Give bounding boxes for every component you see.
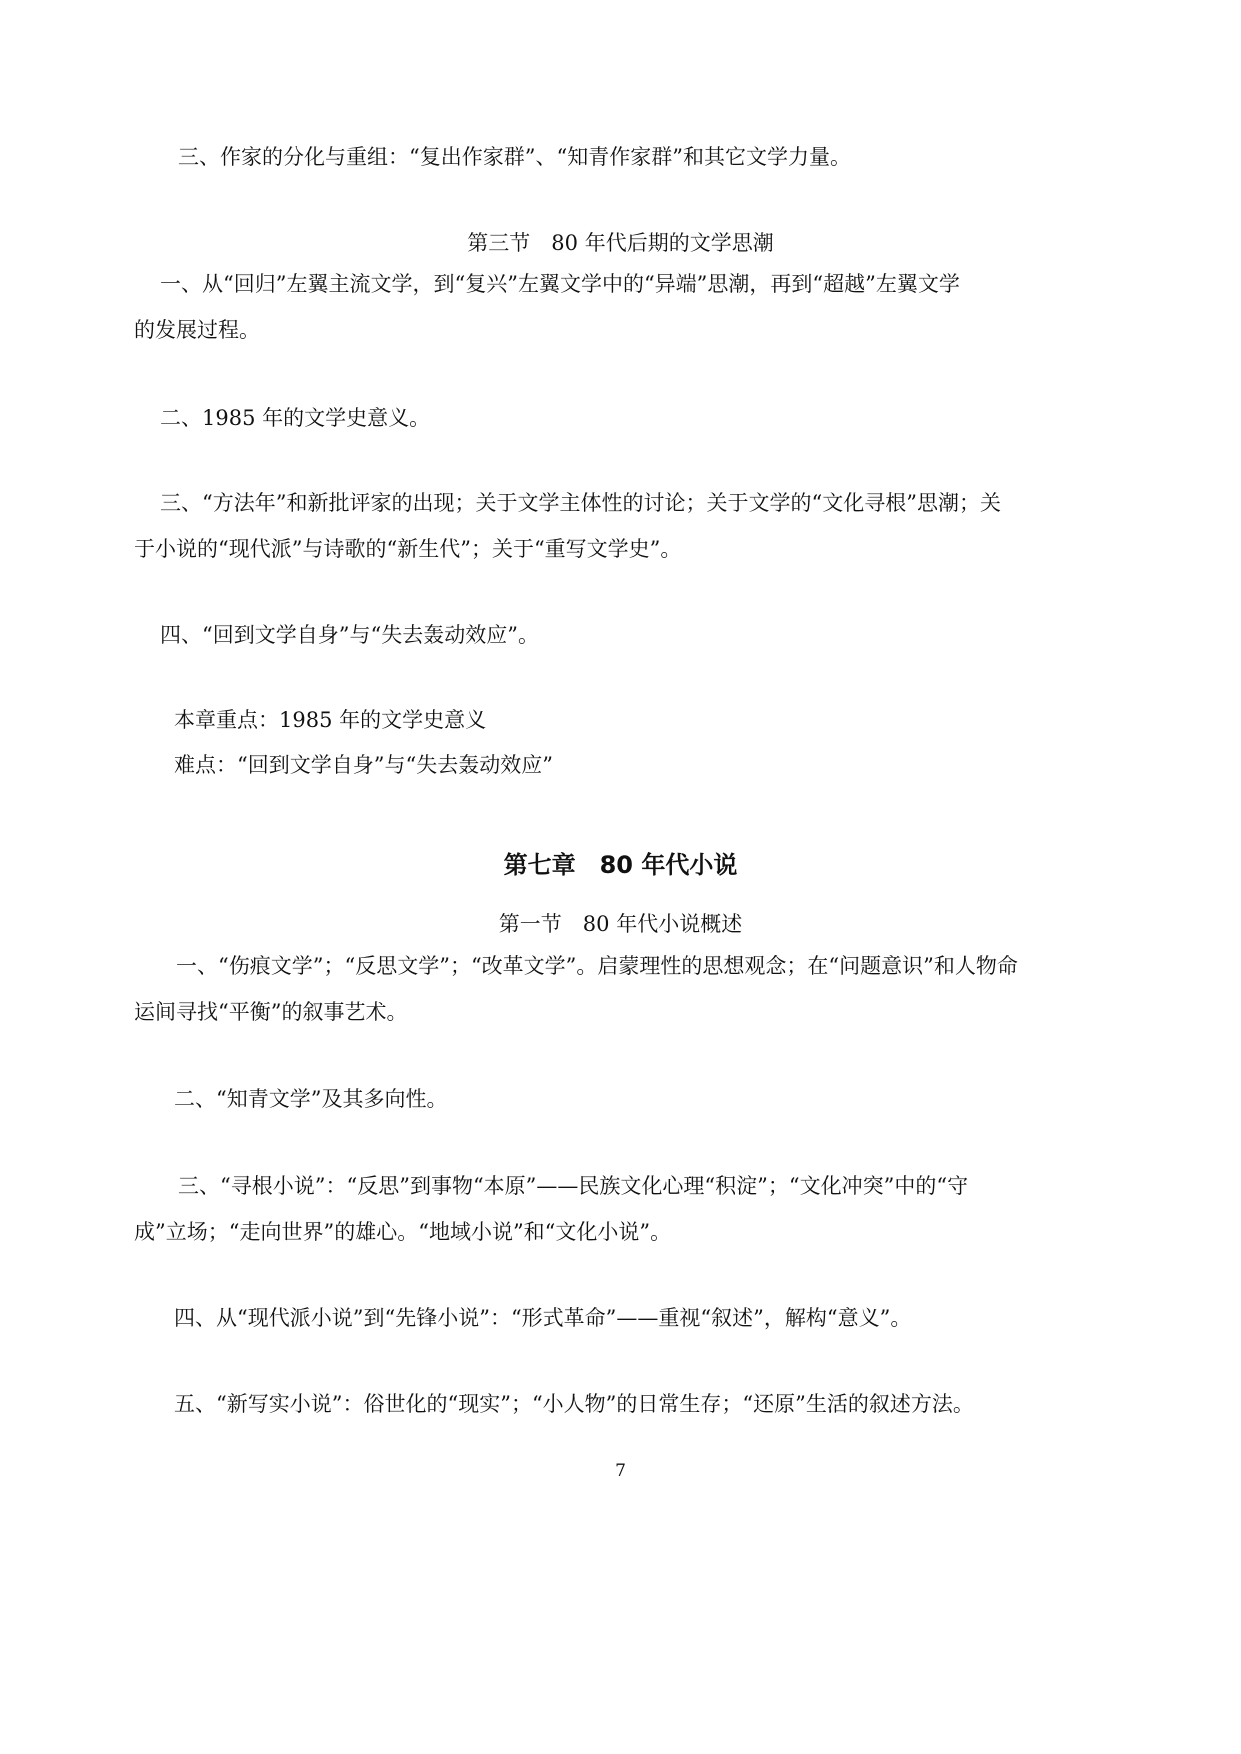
paragraph-method-year-line2: 于小说的“现代派”与诗歌的“新生代”；关于“重写文学史”。 [134,537,682,561]
paragraph-writers-regrouping: 三、作家的分化与重组：“复出作家群”、“知青作家群”和其它文学力量。 [178,145,851,169]
chapter-title: 第七章 80 年代小说 [503,851,738,879]
paragraph-neo-realism: 五、“新写实小说”：俗世化的“现实”；“小人物”的日常生存；“还原”生活的叙述方法。 [174,1392,974,1416]
section-title-1: 第一节 80 年代小说概述 [498,912,743,936]
paragraph-development-line1: 一、从“回归”左翼主流文学，到“复兴”左翼文学中的“异端”思潮，再到“超越”左翼文学 [160,272,960,296]
paragraph-avant-garde: 四、从“现代派小说”到“先锋小说”：“形式革命”——重视“叙述”，解构“意义”。 [174,1306,912,1330]
chapter-difficulty: 难点：“回到文学自身”与“失去轰动效应” [174,753,553,777]
section-title-3: 第三节 80 年代后期的文学思潮 [467,231,774,255]
paragraph-root-seeking-line2: 成”立场；“走向世界”的雄心。“地域小说”和“文化小说”。 [134,1220,672,1244]
paragraph-educated-youth: 二、“知青文学”及其多向性。 [174,1087,448,1111]
paragraph-scar-literature-line2: 运间寻找“平衡”的叙事艺术。 [134,1000,408,1024]
paragraph-1985-significance: 二、1985 年的文学史意义。 [160,406,431,430]
paragraph-scar-literature-line1: 一、“伤痕文学”；“反思文学”；“改革文学”。启蒙理性的思想观念；在“问题意识”和人物命 [176,954,1018,978]
paragraph-return-to-literature: 四、“回到文学自身”与“失去轰动效应”。 [160,623,539,647]
chapter-key-point: 本章重点：1985 年的文学史意义 [174,708,487,732]
paragraph-root-seeking-line1: 三、“寻根小说”：“反思”到事物“本原”——民族文化心理“积淀”；“文化冲突”中的“守 [178,1174,969,1198]
page-number: 7 [615,1461,626,1481]
paragraph-development-line2: 的发展过程。 [134,318,260,342]
paragraph-method-year-line1: 三、“方法年”和新批评家的出现；关于文学主体性的讨论；关于文学的“文化寻根”思潮；关 [160,491,1001,515]
